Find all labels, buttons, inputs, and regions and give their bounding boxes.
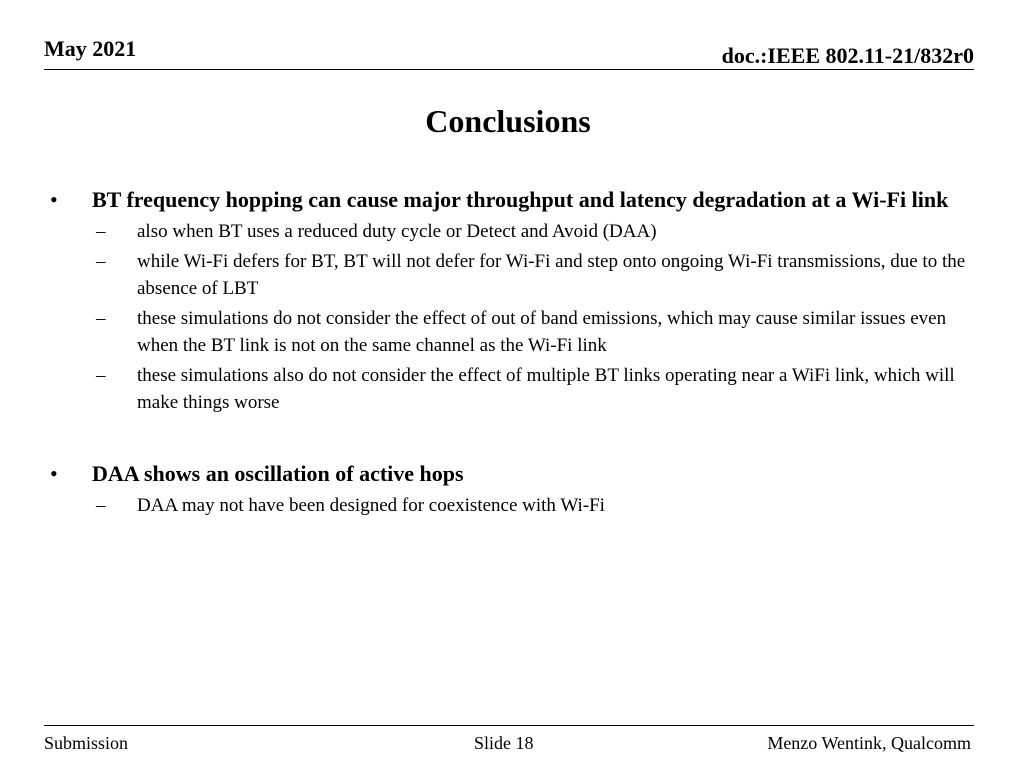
footer-rule xyxy=(44,725,974,726)
sub-bullet-text: while Wi-Fi defers for BT, BT will not defer for Wi-Fi and step onto ongoing Wi-Fi transmissions, due to the absence of LBT xyxy=(137,251,966,299)
bullet-marker: • xyxy=(50,187,58,212)
sub-bullet-item xyxy=(96,362,970,416)
sub-bullet-item xyxy=(96,218,970,245)
header-rule xyxy=(44,69,974,70)
dash-marker: – xyxy=(96,251,106,272)
dash-marker: – xyxy=(96,308,106,329)
slide-title: Conclusions xyxy=(425,103,591,139)
sub-bullet-text: these simulations also do not consider the effect of multiple BT links operating near a WiFi link, which will make things worse xyxy=(137,365,955,413)
sub-bullet-text: these simulations do not consider the effect of out of band emissions, which may cause similar issues even when the BT link is not on the same channel as the Wi-Fi link xyxy=(137,308,947,356)
sub-bullet-text: DAA may not have been designed for coexistence with Wi-Fi xyxy=(137,495,605,516)
sub-bullet-item xyxy=(96,248,970,302)
spacer xyxy=(50,416,970,459)
header-doc-id: doc.:IEEE 802.11-21/832r0 xyxy=(721,43,974,68)
dash-marker: – xyxy=(96,365,106,386)
dash-marker: – xyxy=(96,221,106,242)
bullet-text: BT frequency hopping can cause major throughput and latency degradation at a Wi-Fi link xyxy=(92,187,949,212)
footer-slide-number: Slide 18 xyxy=(474,733,534,753)
footer-author: Menzo Wentink, Qualcomm xyxy=(767,733,971,753)
sub-bullet-item xyxy=(96,492,970,519)
footer-submission: Submission xyxy=(44,733,129,753)
sub-bullet-item xyxy=(96,305,970,359)
slide-body xyxy=(50,185,970,519)
bullet-item xyxy=(50,185,970,215)
sub-bullet-text: also when BT uses a reduced duty cycle or Detect and Avoid (DAA) xyxy=(137,221,657,242)
header-date: May 2021 xyxy=(44,36,137,61)
bullet-item xyxy=(50,459,970,489)
bullet-text: DAA shows an oscillation of active hops xyxy=(92,461,464,486)
bullet-marker: • xyxy=(50,461,58,486)
dash-marker: – xyxy=(96,495,106,516)
